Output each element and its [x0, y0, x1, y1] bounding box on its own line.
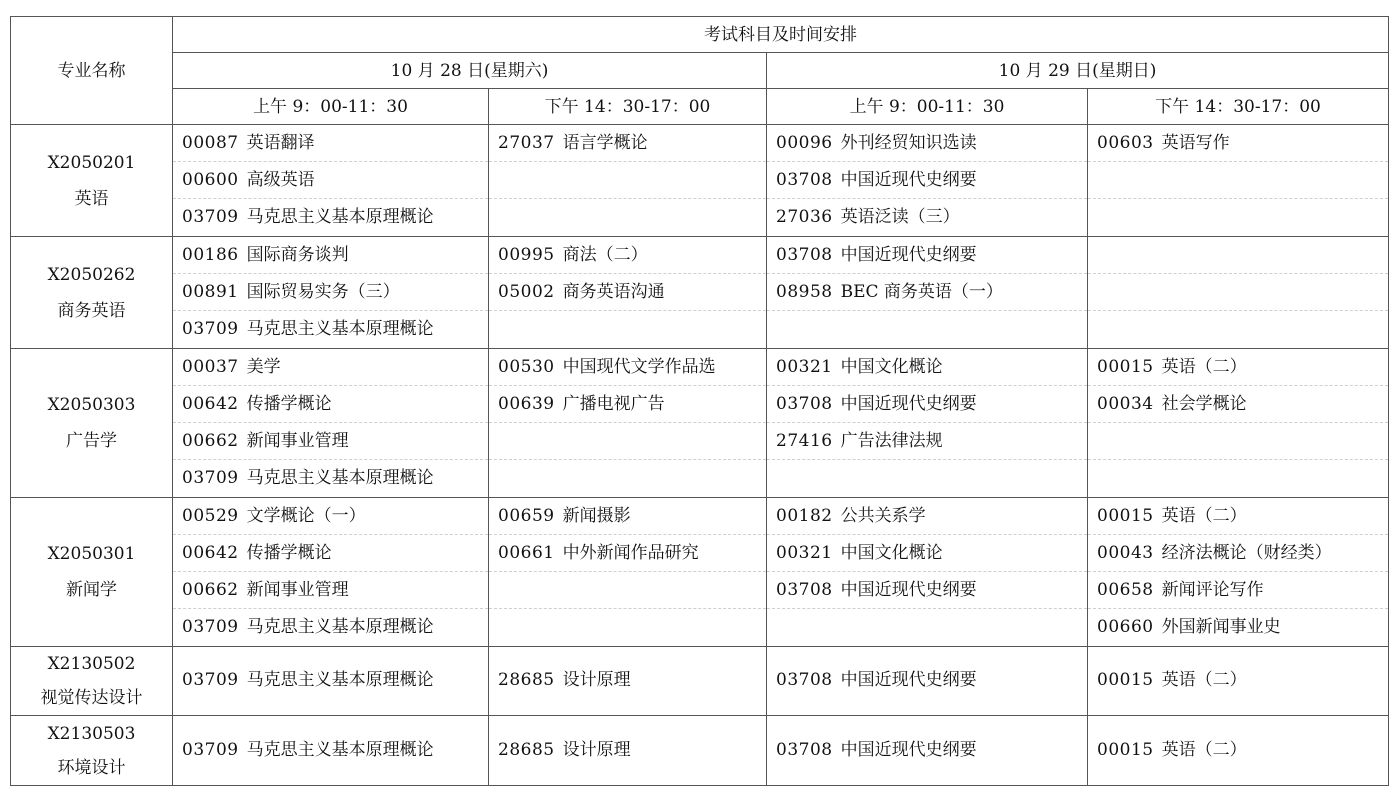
course-item — [1088, 199, 1388, 236]
course-name: 外国新闻事业史 — [1161, 617, 1281, 637]
course-item — [173, 609, 488, 646]
course-name: 英语（二） — [1161, 506, 1247, 526]
major-name: 广告学 — [66, 431, 117, 451]
course-item — [489, 274, 766, 311]
course-code: 03708 — [776, 394, 833, 414]
course-item — [489, 498, 766, 535]
header-session-4: 下午 14：30-17：00 — [1088, 89, 1389, 125]
course-item — [489, 572, 766, 609]
course-name: 传播学概论 — [246, 543, 332, 563]
course-name: 新闻摄影 — [562, 506, 631, 526]
course-item — [1088, 274, 1388, 311]
course-item — [173, 386, 488, 423]
course-name: 中国近现代史纲要 — [840, 245, 977, 265]
course-code: 27416 — [776, 431, 833, 451]
session-cell — [1088, 498, 1389, 647]
course-item — [489, 386, 766, 423]
course-item — [1088, 386, 1388, 423]
course-item — [767, 423, 1087, 460]
course-item — [489, 162, 766, 199]
course-name: BEC 商务英语（一） — [840, 282, 1003, 302]
course-code: 00603 — [1097, 133, 1154, 153]
major-code: X2130503 — [47, 723, 136, 744]
session-cell — [1088, 237, 1389, 349]
major-cell — [11, 498, 173, 647]
course-code: 03709 — [182, 207, 239, 227]
course-code: 00186 — [182, 245, 239, 265]
table-row — [11, 237, 1389, 349]
session-cell — [1088, 349, 1389, 498]
course-item — [1088, 125, 1388, 162]
course-code: 00891 — [182, 282, 239, 302]
course-item — [767, 125, 1087, 162]
course-item — [1088, 572, 1388, 609]
course-name: 社会学概论 — [1161, 394, 1247, 414]
session-cell — [767, 498, 1088, 647]
session-cell — [767, 349, 1088, 498]
course-name: 中国现代文学作品选 — [562, 357, 716, 377]
course-item — [1088, 237, 1388, 274]
table-body — [11, 125, 1389, 786]
course-code: 28685 — [498, 670, 555, 690]
course-item — [1088, 535, 1388, 572]
course-item — [489, 311, 766, 348]
course-name: 公共关系学 — [840, 506, 926, 526]
course-item — [173, 125, 488, 162]
course-item — [489, 716, 766, 785]
table-row — [11, 349, 1389, 498]
course-name: 商务英语沟通 — [562, 282, 665, 302]
course-name: 马克思主义基本原理概论 — [246, 617, 434, 637]
major-name: 环境设计 — [57, 757, 126, 778]
course-code: 00662 — [182, 431, 239, 451]
session-cell — [173, 498, 489, 647]
course-name: 马克思主义基本原理概论 — [246, 319, 434, 339]
course-name: 中国近现代史纲要 — [840, 740, 977, 760]
course-name: 商法（二） — [562, 245, 648, 265]
major-code: X2050301 — [47, 544, 136, 564]
major-cell — [11, 716, 173, 786]
course-code: 03709 — [182, 670, 239, 690]
course-code: 27036 — [776, 207, 833, 227]
course-name: 中国近现代史纲要 — [840, 394, 977, 414]
course-code: 00037 — [182, 357, 239, 377]
course-item — [173, 274, 488, 311]
course-name: 广告法律法规 — [840, 431, 943, 451]
session-cell — [489, 125, 767, 237]
course-name: 中国近现代史纲要 — [840, 580, 977, 600]
major-name: 视觉传达设计 — [40, 688, 143, 708]
course-item — [767, 386, 1087, 423]
course-name: 英语翻译 — [246, 133, 315, 153]
session-cell — [1088, 647, 1389, 716]
course-code: 03708 — [776, 670, 833, 690]
course-code: 05002 — [498, 282, 555, 302]
course-name: 英语（二） — [1161, 670, 1247, 690]
course-code: 00659 — [498, 506, 555, 526]
course-item — [1088, 349, 1388, 386]
session-cell — [1088, 125, 1389, 237]
major-name: 英语 — [74, 188, 109, 209]
course-code: 00642 — [182, 543, 239, 563]
session-cell — [767, 716, 1088, 786]
course-code: 00529 — [182, 506, 239, 526]
major-code: X2050262 — [47, 264, 136, 285]
course-name: 设计原理 — [562, 670, 631, 690]
course-item — [1088, 609, 1388, 646]
course-item — [489, 199, 766, 236]
major-code: X2130502 — [47, 654, 136, 674]
course-name: 语言学概论 — [562, 133, 648, 153]
course-code: 00015 — [1097, 670, 1154, 690]
course-item — [1088, 647, 1388, 714]
course-item — [173, 572, 488, 609]
course-code: 00658 — [1097, 580, 1154, 600]
major-name: 商务英语 — [57, 300, 126, 321]
course-item — [173, 349, 488, 386]
course-name: 新闻评论写作 — [1161, 580, 1264, 600]
course-item — [767, 535, 1087, 572]
table-row — [11, 498, 1389, 647]
course-item — [173, 498, 488, 535]
session-cell — [173, 237, 489, 349]
major-cell — [11, 237, 173, 349]
course-code: 03709 — [182, 319, 239, 339]
course-name: 高级英语 — [246, 170, 315, 190]
course-code: 00015 — [1097, 506, 1154, 526]
course-code: 28685 — [498, 740, 555, 760]
course-item — [173, 237, 488, 274]
course-item — [767, 349, 1087, 386]
course-item — [173, 647, 488, 714]
course-item — [1088, 162, 1388, 199]
course-item — [489, 349, 766, 386]
course-item — [767, 311, 1087, 348]
exam-schedule-table — [10, 16, 1389, 786]
course-code: 08958 — [776, 282, 833, 302]
header-day-1: 10 月 28 日(星期六) — [173, 53, 767, 89]
course-code: 00043 — [1097, 543, 1154, 563]
session-cell — [1088, 716, 1389, 786]
course-name: 英语（二） — [1161, 740, 1247, 760]
course-name: 新闻事业管理 — [246, 431, 349, 451]
course-name: 国际商务谈判 — [246, 245, 349, 265]
major-cell — [11, 349, 173, 498]
session-cell — [767, 237, 1088, 349]
course-name: 国际贸易实务（三） — [246, 282, 400, 302]
course-item — [1088, 460, 1388, 497]
course-name: 马克思主义基本原理概论 — [246, 468, 434, 488]
course-code: 00015 — [1097, 357, 1154, 377]
course-item — [767, 460, 1087, 497]
course-code: 03708 — [776, 170, 833, 190]
course-item — [1088, 423, 1388, 460]
course-code: 00015 — [1097, 740, 1154, 760]
course-item — [489, 535, 766, 572]
header-session-2: 下午 14：30-17：00 — [489, 89, 767, 125]
major-cell — [11, 125, 173, 237]
course-name: 外刊经贸知识选读 — [840, 133, 977, 153]
header-session-3: 上午 9：00-11：30 — [767, 89, 1088, 125]
course-name: 经济法概论（财经类） — [1161, 543, 1332, 563]
header-session-1: 上午 9：00-11：30 — [173, 89, 489, 125]
course-code: 00087 — [182, 133, 239, 153]
header-major-name: 专业名称 — [11, 17, 173, 125]
course-name: 马克思主义基本原理概论 — [246, 207, 434, 227]
course-item — [1088, 716, 1388, 785]
course-item — [767, 274, 1087, 311]
session-cell — [489, 349, 767, 498]
course-item — [173, 716, 488, 785]
course-name: 英语写作 — [1161, 133, 1230, 153]
table-row — [11, 647, 1389, 716]
course-code: 00660 — [1097, 617, 1154, 637]
course-item — [489, 237, 766, 274]
course-item — [489, 125, 766, 162]
course-item — [173, 162, 488, 199]
course-item — [173, 311, 488, 348]
course-name: 英语泛读（三） — [840, 207, 960, 227]
course-name: 文学概论（一） — [246, 506, 366, 526]
course-name: 设计原理 — [562, 740, 631, 760]
course-code: 00600 — [182, 170, 239, 190]
course-code: 00321 — [776, 543, 833, 563]
course-code: 03708 — [776, 245, 833, 265]
course-item — [173, 199, 488, 236]
course-code: 03709 — [182, 468, 239, 488]
course-code: 00034 — [1097, 394, 1154, 414]
table-row — [11, 716, 1389, 786]
course-name: 马克思主义基本原理概论 — [246, 740, 434, 760]
session-cell — [767, 125, 1088, 237]
course-code: 03708 — [776, 740, 833, 760]
course-item — [489, 609, 766, 646]
course-name: 中国文化概论 — [840, 357, 943, 377]
course-code: 03709 — [182, 740, 239, 760]
course-code: 27037 — [498, 133, 555, 153]
table-row — [11, 125, 1389, 237]
session-cell — [173, 125, 489, 237]
session-cell — [767, 647, 1088, 716]
major-code: X2050303 — [47, 395, 136, 415]
course-item — [1088, 498, 1388, 535]
table-header — [11, 17, 1389, 125]
course-name: 中外新闻作品研究 — [562, 543, 699, 563]
course-item — [767, 647, 1087, 714]
course-name: 传播学概论 — [246, 394, 332, 414]
course-item — [767, 572, 1087, 609]
course-name: 马克思主义基本原理概论 — [246, 670, 434, 690]
major-code: X2050201 — [47, 152, 136, 173]
course-name: 广播电视广告 — [562, 394, 665, 414]
course-name: 中国文化概论 — [840, 543, 943, 563]
course-code: 00096 — [776, 133, 833, 153]
course-item — [173, 535, 488, 572]
course-name: 英语（二） — [1161, 357, 1247, 377]
session-cell — [173, 647, 489, 716]
course-code: 00995 — [498, 245, 555, 265]
course-item — [767, 498, 1087, 535]
course-item — [173, 460, 488, 497]
course-code: 00530 — [498, 357, 555, 377]
header-day-2: 10 月 29 日(星期日) — [767, 53, 1389, 89]
course-item — [767, 162, 1087, 199]
course-name: 中国近现代史纲要 — [840, 170, 977, 190]
course-name: 美学 — [246, 357, 281, 377]
course-item — [767, 237, 1087, 274]
course-code: 00182 — [776, 506, 833, 526]
course-code: 03708 — [776, 580, 833, 600]
course-item — [489, 647, 766, 714]
course-code: 00661 — [498, 543, 555, 563]
course-code: 00639 — [498, 394, 555, 414]
course-item — [489, 423, 766, 460]
course-item — [767, 199, 1087, 236]
course-item — [173, 423, 488, 460]
session-cell — [173, 349, 489, 498]
course-code: 00662 — [182, 580, 239, 600]
course-code: 00642 — [182, 394, 239, 414]
course-code: 00321 — [776, 357, 833, 377]
header-title: 考试科目及时间安排 — [173, 17, 1389, 53]
session-cell — [489, 647, 767, 716]
course-item — [767, 716, 1087, 785]
course-item — [767, 609, 1087, 646]
course-item — [1088, 311, 1388, 348]
course-item — [489, 460, 766, 497]
session-cell — [489, 716, 767, 786]
major-name: 新闻学 — [66, 580, 117, 600]
course-name: 中国近现代史纲要 — [840, 670, 977, 690]
course-name: 新闻事业管理 — [246, 580, 349, 600]
session-cell — [173, 716, 489, 786]
session-cell — [489, 237, 767, 349]
session-cell — [489, 498, 767, 647]
major-cell — [11, 647, 173, 716]
course-code: 03709 — [182, 617, 239, 637]
